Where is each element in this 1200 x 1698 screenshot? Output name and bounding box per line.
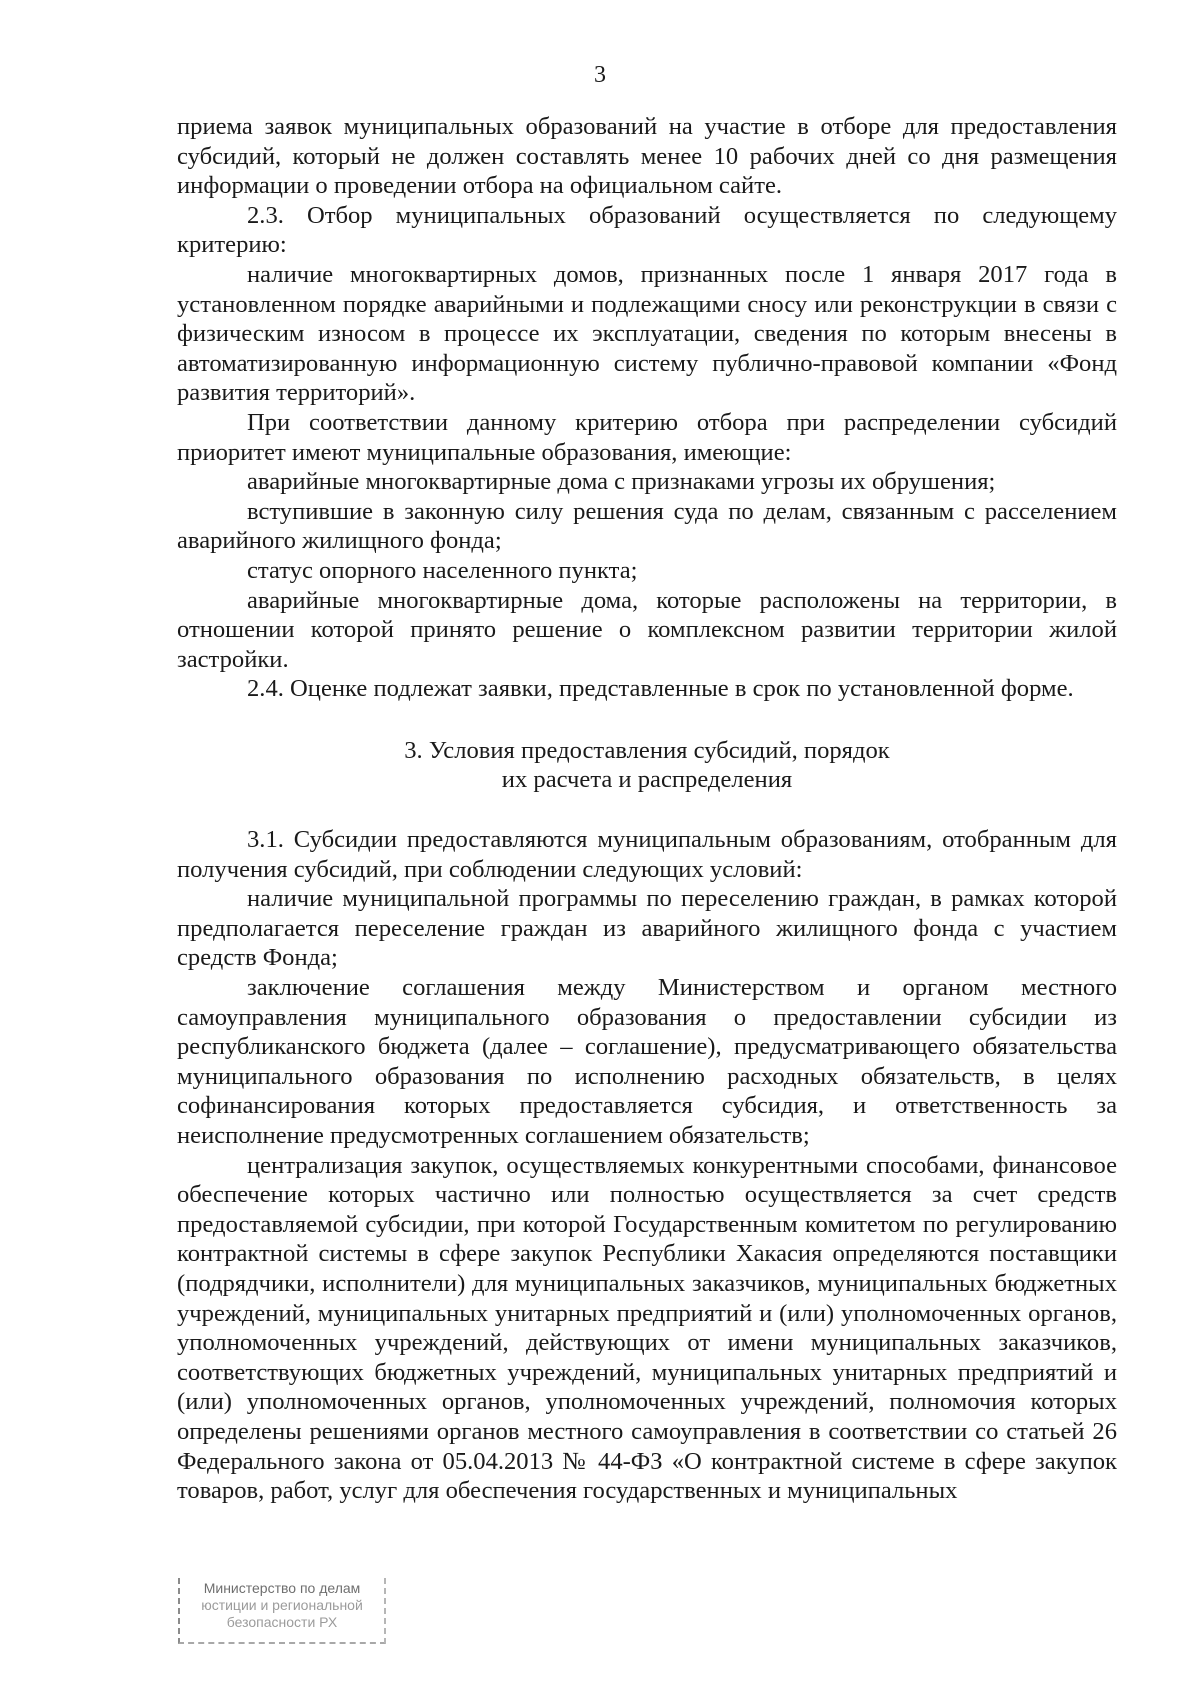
section-title-line: 3. Условия предоставления субсидий, порядок [404,736,890,764]
section-title [177,736,1117,795]
stamp-line: Министерство по делам [203,1580,361,1596]
paragraph: приема заявок муниципальных образований на участие в отборе для предоставления субсидий, который не должен составлять менее 10 рабочих дней со дня размещения информации о проведении отбора на официальном сайте. [177,113,1117,200]
paragraph: 2.4. Оценке подлежат заявки, представленные в срок по установленной форме. [247,675,1074,703]
paragraph: 2.3. Отбор муниципальных образований осуществляется по следующему критерию: [177,201,1117,259]
paragraph: централизация закупок, осуществляемых конкурентными способами, финансовое обеспечение которых частично или полностью осуществляется за счет средств предоставляемой субсидии, при которой Государственным комитетом по регулированию контрактной системы в сфере закупок Республики Хакасия определяются поставщики (подрядчики, исполнители) для муниципальных заказчиков, муниципальных бюджетных учреждений, муниципальных унитарных предприятий и (или) уполномоченных органов, уполномоченных учреждений, действующих от имени муниципальных заказчиков, соответствующих бюджетных учреждений, муниципальных унитарных предприятий и (или) уполномоченных органов, уполномоченных учреждений, полномочия которых определены решениями органов местного самоуправления в соответствии со статьей 26 Федерального закона от 05.04.2013 № 44-ФЗ «О контрактной системе в сфере закупок товаров, работ, услуг для обеспечения государственных и муниципальных [177,1151,1117,1505]
paragraph: заключение соглашения между Министерством и органом местного самоуправления муниципального образования о предоставлении субсидии из республиканского бюджета (далее – соглашение), предусматривающего обязательства муниципального образования по исполнению расходных обязательств, в целях софинансирования которых предоставляется субсидия, и ответственность за неисполнение предусмотренных соглашением обязательств; [177,974,1117,1149]
stamp-line: безопасности РХ [226,1614,338,1630]
paragraph: аварийные многоквартирные дома с признаками угрозы их обрушения; [247,468,996,496]
section-title-line: их расчета и распределения [501,766,793,794]
paragraph: 3.1. Субсидии предоставляются муниципальным образованиям, отобранным для получения субсидий, при соблюдении следующих условий: [177,826,1117,883]
paragraph: вступившие в законную силу решения суда по делам, связанным с расселением аварийного жилищного фонда; [177,497,1117,555]
document-body [177,112,1117,1506]
paragraph: При соответствии данному критерию отбора при распределении субсидий приоритет имеют муниципальные образования, имеющие: [177,408,1117,466]
ministry-stamp [178,1578,386,1644]
paragraph: наличие многоквартирных домов, признанных после 1 января 2017 года в установленном порядке аварийными и подлежащими сносу или реконструкции в связи с физическим износом в процессе их эксплуатации, сведения по которым внесены в автоматизированную информационную систему публично-правовой компании «Фонд развития территорий». [177,260,1117,407]
paragraph: статус опорного населенного пункта; [247,556,638,584]
stamp-line: юстиции и региональной [201,1597,363,1613]
page-number: 3 [594,62,606,88]
paragraph: наличие муниципальной программы по переселению граждан, в рамках которой предполагается переселение граждан из аварийного жилищного фонда с участием средств Фонда; [177,885,1117,972]
paragraph: аварийные многоквартирные дома, которые расположены на территории, в отношении которой принято решение о комплексном развитии территории жилой застройки. [177,586,1117,673]
